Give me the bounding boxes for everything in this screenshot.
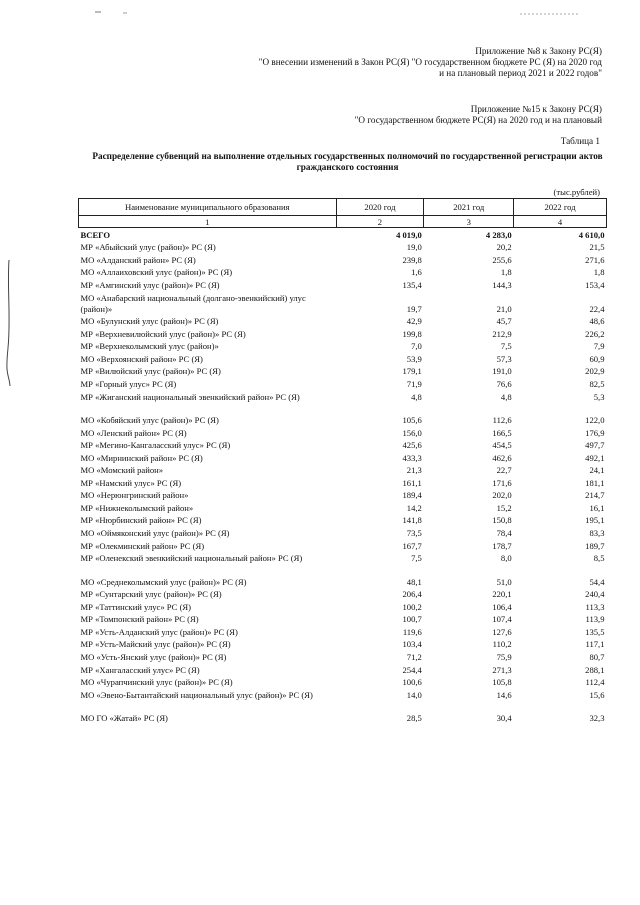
total-label: ВСЕГО bbox=[80, 229, 111, 240]
header-line: и на плановый период 2021 и 2022 годов" bbox=[439, 68, 602, 78]
value-2022: 1,8 bbox=[593, 267, 605, 278]
table-row bbox=[79, 514, 607, 527]
value-2020: 42,9 bbox=[406, 316, 422, 327]
value-2021: 212,9 bbox=[492, 328, 512, 339]
value-2021: 112,6 bbox=[492, 415, 512, 426]
table-row bbox=[79, 712, 607, 725]
municipality-name: МО «Эвено-Бытантайский национальный улус (район)» РС (Я) bbox=[80, 689, 313, 700]
value-2021: 454,5 bbox=[492, 440, 512, 451]
total-2021: 4 283,0 bbox=[485, 229, 512, 240]
table-row bbox=[79, 439, 607, 452]
document-title: Распределение субвенций на выполнение отдельных государственных полномочий по государственной регистрации актов гражданского состояния bbox=[92, 151, 603, 172]
value-2021: 4,8 bbox=[500, 391, 512, 402]
column-number: 4 bbox=[514, 216, 607, 228]
table-row bbox=[79, 638, 607, 651]
value-2022: 181,1 bbox=[585, 477, 605, 488]
municipality-name: МР «Верхнеколымский улус (район)» bbox=[80, 341, 219, 352]
value-2022: 226,2 bbox=[585, 328, 605, 339]
table-row bbox=[79, 253, 607, 266]
subventions-table bbox=[78, 198, 607, 724]
table-number: Таблица 1 bbox=[560, 136, 600, 146]
value-2021: 171,6 bbox=[492, 477, 512, 488]
value-2021: 255,6 bbox=[492, 254, 512, 265]
municipality-name: МО «Оймяконский улус (район)» РС (Я) bbox=[80, 528, 230, 539]
table-row bbox=[79, 625, 607, 638]
value-2022: 122,0 bbox=[585, 415, 605, 426]
value-2021: 76,6 bbox=[496, 379, 512, 390]
value-2022: 195,1 bbox=[585, 515, 605, 526]
value-2020: 19,7 bbox=[406, 303, 422, 314]
column-header-2020: 2020 год bbox=[336, 199, 424, 216]
value-2020: 425,6 bbox=[402, 440, 422, 451]
value-2020: 19,0 bbox=[406, 242, 422, 253]
table-row bbox=[79, 365, 607, 378]
value-2021: 78,4 bbox=[496, 528, 512, 539]
value-2021: 51,0 bbox=[496, 576, 512, 587]
table-row bbox=[79, 390, 607, 403]
municipality-name: МО «Аллаиховский улус (район)» РС (Я) bbox=[80, 267, 233, 278]
table-row bbox=[79, 676, 607, 689]
table-row bbox=[79, 663, 607, 676]
value-2022: 176,9 bbox=[585, 427, 605, 438]
value-2020: 103,4 bbox=[402, 639, 422, 650]
value-2022: 48,6 bbox=[589, 316, 605, 327]
table-row bbox=[79, 315, 607, 328]
table-row bbox=[79, 414, 607, 427]
header-line: "О внесении изменений в Закон РС(Я) "О государственном бюджете РС (Я) на 2020 год bbox=[258, 57, 602, 67]
value-2022: 83,3 bbox=[589, 528, 605, 539]
table-row bbox=[79, 575, 607, 588]
value-2022: 5,3 bbox=[593, 391, 605, 402]
value-2021: 220,1 bbox=[492, 589, 512, 600]
total-row bbox=[79, 228, 607, 241]
value-2021: 1,8 bbox=[500, 267, 512, 278]
municipality-name: МО ГО «Жатай» РС (Я) bbox=[80, 713, 168, 724]
municipality-name: МО «Верхоянский район» РС (Я) bbox=[80, 353, 203, 364]
value-2020: 433,3 bbox=[402, 452, 422, 463]
table-row bbox=[79, 539, 607, 552]
appendix-header-15 bbox=[355, 104, 602, 126]
value-2020: 156,0 bbox=[402, 427, 422, 438]
value-2021: 75,9 bbox=[496, 651, 512, 662]
value-2020: 71,2 bbox=[406, 651, 422, 662]
column-number: 2 bbox=[336, 216, 424, 228]
table-row bbox=[79, 501, 607, 514]
header-line: Приложение №15 к Закону РС(Я) bbox=[470, 104, 602, 114]
value-2022: 497,7 bbox=[585, 440, 605, 451]
municipality-name: МО «Ленский район» РС (Я) bbox=[80, 427, 187, 438]
table-row bbox=[79, 291, 607, 315]
value-2020: 71,9 bbox=[406, 379, 422, 390]
municipality-name: МР «Верхневилюйский улус (район)» РС (Я) bbox=[80, 328, 246, 339]
value-2021: 150,8 bbox=[492, 515, 512, 526]
table-row bbox=[79, 600, 607, 613]
value-2020: 141,8 bbox=[402, 515, 422, 526]
municipality-name: МР «Горный улус» РС (Я) bbox=[80, 379, 177, 390]
table-row bbox=[79, 377, 607, 390]
value-2020: 105,6 bbox=[402, 415, 422, 426]
table-row bbox=[79, 588, 607, 601]
value-2021: 191,0 bbox=[492, 366, 512, 377]
value-2020: 100,2 bbox=[402, 601, 422, 612]
municipality-name: МР «Олекминский район» РС (Я) bbox=[80, 540, 205, 551]
value-2022: 189,7 bbox=[585, 540, 605, 551]
value-2021: 144,3 bbox=[492, 279, 512, 290]
value-2021: 8,0 bbox=[500, 553, 512, 564]
value-2022: 271,6 bbox=[585, 254, 605, 265]
group-spacer bbox=[79, 564, 607, 575]
group-spacer bbox=[79, 701, 607, 712]
value-2021: 20,2 bbox=[496, 242, 512, 253]
municipality-name: МР «Жиганский национальный эвенкийский район» РС (Я) bbox=[80, 391, 300, 402]
scan-artifact-left-margin bbox=[0, 258, 14, 388]
municipality-name: МР «Сунтарский улус (район)» РС (Я) bbox=[80, 589, 222, 600]
value-2021: 15,2 bbox=[496, 502, 512, 513]
value-2022: 135,5 bbox=[585, 626, 605, 637]
value-2021: 105,8 bbox=[492, 677, 512, 688]
value-2020: 7,5 bbox=[411, 553, 422, 564]
value-2020: 73,5 bbox=[406, 528, 422, 539]
scan-artifact-top-right bbox=[520, 8, 590, 18]
municipality-name: МО «Момский район» bbox=[80, 465, 164, 476]
value-2020: 206,4 bbox=[402, 589, 422, 600]
value-2022: 117,1 bbox=[585, 639, 605, 650]
value-2020: 254,4 bbox=[402, 664, 422, 675]
table-row bbox=[79, 340, 607, 353]
column-number: 1 bbox=[79, 216, 337, 228]
value-2022: 153,4 bbox=[585, 279, 605, 290]
table-row bbox=[79, 526, 607, 539]
municipality-name: МР «Усть-Майский улус (район)» РС (Я) bbox=[80, 639, 231, 650]
table-row bbox=[79, 266, 607, 279]
value-2020: 48,1 bbox=[406, 576, 422, 587]
value-2021: 178,7 bbox=[492, 540, 512, 551]
table-row bbox=[79, 464, 607, 477]
value-2020: 119,6 bbox=[402, 626, 422, 637]
value-2021: 57,3 bbox=[496, 353, 512, 364]
value-2022: 7,9 bbox=[593, 341, 605, 352]
value-2022: 16,1 bbox=[589, 502, 605, 513]
municipality-name: МР «Нижнеколымский район» bbox=[80, 502, 194, 513]
total-2020: 4 019,0 bbox=[396, 229, 422, 240]
value-2021: 45,7 bbox=[496, 316, 512, 327]
municipality-name: МО «Анабарский национальный (долгано-эвенкийский) улус (район)» bbox=[80, 292, 306, 314]
table-row bbox=[79, 476, 607, 489]
value-2021: 462,6 bbox=[492, 452, 512, 463]
value-2021: 22,7 bbox=[496, 465, 512, 476]
scan-artifact-top bbox=[95, 8, 215, 18]
table-row bbox=[79, 426, 607, 439]
appendix-header-8 bbox=[259, 46, 602, 79]
value-2020: 135,4 bbox=[402, 279, 422, 290]
value-2022: 214,7 bbox=[585, 490, 605, 501]
value-2020: 100,7 bbox=[402, 614, 422, 625]
value-2021: 271,3 bbox=[492, 664, 512, 675]
value-2022: 82,5 bbox=[589, 379, 605, 390]
table-row bbox=[79, 650, 607, 663]
value-2021: 202,0 bbox=[492, 490, 512, 501]
header-line: "О государственном бюджете РС(Я) на 2020 год и на плановый bbox=[354, 115, 602, 125]
value-2022: 113,9 bbox=[585, 614, 605, 625]
value-2020: 53,9 bbox=[406, 353, 422, 364]
municipality-name: МО «Нерюнгринский район» bbox=[80, 490, 189, 501]
value-2022: 22,4 bbox=[589, 303, 605, 314]
municipality-name: МО «Мирнинский район» РС (Я) bbox=[80, 452, 203, 463]
table-row bbox=[79, 489, 607, 502]
municipality-name: МР «Амгинский улус (район)» РС (Я) bbox=[80, 279, 220, 290]
municipality-name: МО «Среднеколымский улус (район)» РС (Я) bbox=[80, 576, 247, 587]
units-label: (тыс.рублей) bbox=[553, 187, 600, 197]
value-2021: 21,0 bbox=[496, 303, 512, 314]
value-2020: 179,1 bbox=[402, 366, 422, 377]
value-2021: 106,4 bbox=[492, 601, 512, 612]
municipality-name: МР «Хангаласский улус» РС (Я) bbox=[80, 664, 200, 675]
value-2022: 288,1 bbox=[585, 664, 605, 675]
column-number: 3 bbox=[424, 216, 514, 228]
municipality-name: МО «Кобяйский улус (район)» РС (Я) bbox=[80, 415, 219, 426]
value-2020: 28,5 bbox=[406, 713, 422, 724]
table-row bbox=[79, 352, 607, 365]
municipality-name: МР «Намский улус» РС (Я) bbox=[80, 477, 182, 488]
municipality-name: МО «Булунский улус (район)» РС (Я) bbox=[80, 316, 219, 327]
header-line: Приложение №8 к Закону РС(Я) bbox=[475, 46, 602, 56]
value-2022: 15,6 bbox=[589, 689, 605, 700]
value-2022: 60,9 bbox=[589, 353, 605, 364]
value-2020: 239,8 bbox=[402, 254, 422, 265]
value-2022: 8,5 bbox=[593, 553, 605, 564]
value-2021: 7,5 bbox=[500, 341, 512, 352]
value-2022: 80,7 bbox=[589, 651, 605, 662]
table-row bbox=[79, 613, 607, 626]
municipality-name: МР «Мегино-Кангаласский улус» РС (Я) bbox=[80, 440, 231, 451]
group-spacer bbox=[79, 403, 607, 414]
municipality-name: МР «Вилюйский улус (район)» РС (Я) bbox=[80, 366, 221, 377]
value-2022: 112,4 bbox=[585, 677, 605, 688]
value-2020: 7,0 bbox=[411, 341, 422, 352]
value-2020: 167,7 bbox=[402, 540, 422, 551]
value-2021: 127,6 bbox=[492, 626, 512, 637]
total-2022: 4 610,0 bbox=[578, 229, 605, 240]
municipality-name: МР «Усть-Алданский улус (район)» РС (Я) bbox=[80, 626, 238, 637]
table-row bbox=[79, 327, 607, 340]
value-2021: 107,4 bbox=[492, 614, 512, 625]
value-2020: 4,8 bbox=[411, 391, 422, 402]
value-2020: 100,6 bbox=[402, 677, 422, 688]
value-2022: 202,9 bbox=[585, 366, 605, 377]
table-body bbox=[79, 228, 607, 725]
value-2020: 21,3 bbox=[406, 465, 422, 476]
municipality-name: МО «Чурапчинский улус (район)» РС (Я) bbox=[80, 677, 233, 688]
municipality-name: МР «Таттинский улус» РС (Я) bbox=[80, 601, 192, 612]
table-row bbox=[79, 451, 607, 464]
municipality-name: МР «Оленекский эвенкийский национальный район» РС (Я) bbox=[80, 553, 303, 564]
value-2020: 161,1 bbox=[402, 477, 422, 488]
municipality-name: МР «Томпонский район» РС (Я) bbox=[80, 614, 199, 625]
column-header-name: Наименование муниципального образования bbox=[79, 199, 337, 216]
municipality-name: МР «Абыйский улус (район)» РС (Я) bbox=[80, 242, 216, 253]
value-2022: 54,4 bbox=[589, 576, 605, 587]
value-2022: 113,3 bbox=[585, 601, 605, 612]
municipality-name: МО «Алданский район» РС (Я) bbox=[80, 254, 196, 265]
value-2021: 30,4 bbox=[496, 713, 512, 724]
value-2020: 14,0 bbox=[406, 689, 422, 700]
value-2022: 240,4 bbox=[585, 589, 605, 600]
value-2021: 166,5 bbox=[492, 427, 512, 438]
table-row bbox=[79, 688, 607, 701]
value-2021: 110,2 bbox=[492, 639, 512, 650]
value-2020: 1,6 bbox=[411, 267, 422, 278]
column-header-2021: 2021 год bbox=[424, 199, 514, 216]
value-2020: 199,8 bbox=[402, 328, 422, 339]
municipality-name: МО «Усть-Янский улус (район)» РС (Я) bbox=[80, 651, 227, 662]
table-row bbox=[79, 552, 607, 565]
table-row bbox=[79, 278, 607, 291]
value-2020: 189,4 bbox=[402, 490, 422, 501]
value-2020: 14,2 bbox=[406, 502, 422, 513]
value-2022: 492,1 bbox=[585, 452, 605, 463]
value-2021: 14,6 bbox=[496, 689, 512, 700]
table-row bbox=[79, 241, 607, 254]
value-2022: 32,3 bbox=[589, 713, 605, 724]
municipality-name: МР «Нюрбинский район» РС (Я) bbox=[80, 515, 202, 526]
value-2022: 21,5 bbox=[589, 242, 605, 253]
value-2022: 24,1 bbox=[589, 465, 605, 476]
column-header-2022: 2022 год bbox=[514, 199, 607, 216]
